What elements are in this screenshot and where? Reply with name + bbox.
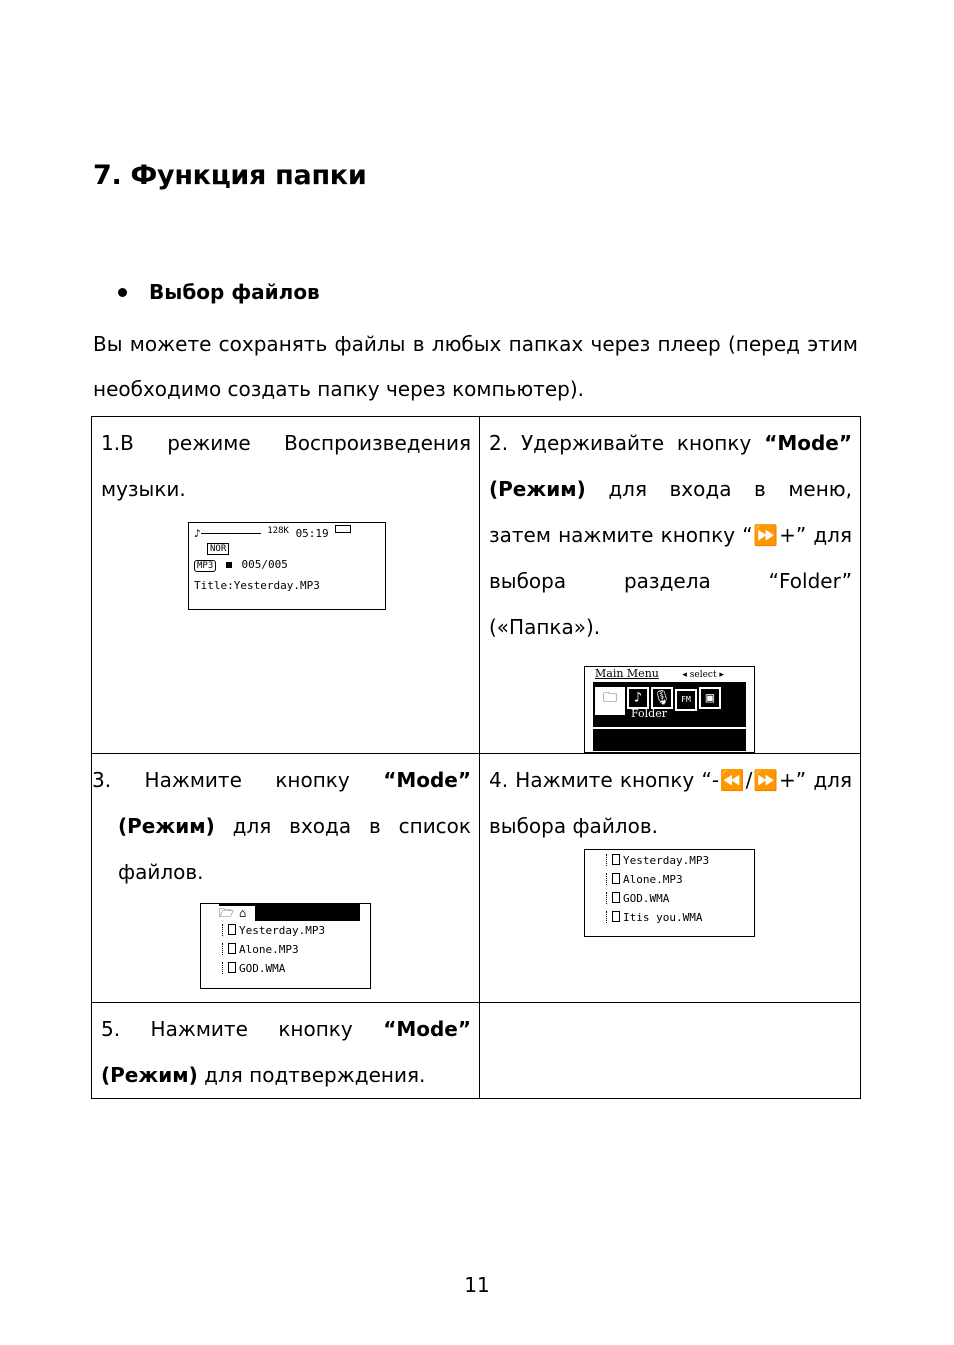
menu-title: Main Menu xyxy=(595,667,659,680)
open-folder-icon: 🗁 xyxy=(219,906,239,921)
select-hint: ◂ select ▸ xyxy=(682,670,724,680)
bullet-icon xyxy=(118,288,127,297)
file-row[interactable]: GOD.WMA xyxy=(585,889,754,908)
file-row[interactable]: Yesterday.MP3 xyxy=(201,921,370,940)
file-icon xyxy=(612,873,620,884)
file-row[interactable]: Alone.MP3 xyxy=(585,870,754,889)
settings-icon[interactable]: ▣ xyxy=(699,687,721,709)
file-icon xyxy=(612,892,620,903)
time-value: 05:19 xyxy=(295,527,329,540)
stop-icon xyxy=(226,562,232,568)
file-row[interactable]: Yesterday.MP3 xyxy=(585,851,754,870)
track-counter: 005/005 xyxy=(241,558,288,571)
section-heading: 7. Функция папки xyxy=(93,160,367,191)
step-1-text: 1.В режиме Воспроизведения музыки. xyxy=(101,431,471,501)
file-row[interactable]: Alone.MP3 xyxy=(201,940,370,959)
format-badge: MP3 xyxy=(194,560,216,572)
page-number: 11 xyxy=(464,1273,490,1297)
menu-label: Folder xyxy=(631,707,667,720)
file-icon xyxy=(612,911,620,922)
music-note-icon: ♪ xyxy=(194,527,201,540)
microphone-icon[interactable]: 🎙 xyxy=(651,687,673,709)
track-title: Title:Yesterday.MP3 xyxy=(194,579,320,592)
file-row[interactable]: GOD.WMA xyxy=(201,959,370,978)
file-icon xyxy=(228,943,236,954)
folder-icon[interactable]: 🗀 xyxy=(595,687,625,715)
player-screen xyxy=(188,522,386,610)
step-5-text: 5. Нажмите кнопку “Mode” (Режим) для подтверждения. xyxy=(101,1017,471,1087)
battery-icon xyxy=(335,525,351,533)
file-list-screen xyxy=(200,903,371,989)
fm-radio-icon[interactable]: FM xyxy=(675,689,697,711)
progress-bar xyxy=(201,533,261,534)
file-browser-screen xyxy=(584,849,755,937)
main-menu-screen xyxy=(584,666,755,753)
path-bar xyxy=(219,904,360,921)
step-3-text: 3. Нажмите кнопку “Mode” (Режим) для входа в список файлов. xyxy=(92,768,471,884)
step-3-cell xyxy=(92,754,480,1003)
bullet-label: Выбор файлов xyxy=(149,280,320,304)
steps-table xyxy=(91,416,861,1099)
bullet-item xyxy=(118,280,320,304)
step-5-cell xyxy=(92,1003,480,1099)
file-icon xyxy=(228,924,236,935)
home-icon: ⌂ xyxy=(239,906,255,921)
eq-badge: NOR xyxy=(207,543,229,555)
file-icon xyxy=(228,962,236,973)
intro-paragraph: Вы можете сохранять файлы в любых папках через плеер (перед этим необходимо создать папку через компьютер). xyxy=(93,332,858,401)
empty-cell xyxy=(480,1003,861,1099)
file-icon xyxy=(612,854,620,865)
music-icon[interactable]: ♪ xyxy=(627,687,649,709)
step-2-cell xyxy=(480,417,861,754)
file-row[interactable]: Itis you.WMA xyxy=(585,908,754,927)
bitrate-value: 128K xyxy=(267,526,289,536)
step-4-cell xyxy=(480,754,861,1003)
step-1-cell xyxy=(92,417,480,754)
step-4-text: 4. Нажмите кнопку “-⏪/⏩+” для выбора файлов. xyxy=(489,768,852,838)
step-2-text: 2. Удерживайте кнопку “Mode” (Режим) для входа в меню, затем нажмите кнопку “⏩+” для выбора раздела “Folder” («Папка»). xyxy=(489,431,852,639)
